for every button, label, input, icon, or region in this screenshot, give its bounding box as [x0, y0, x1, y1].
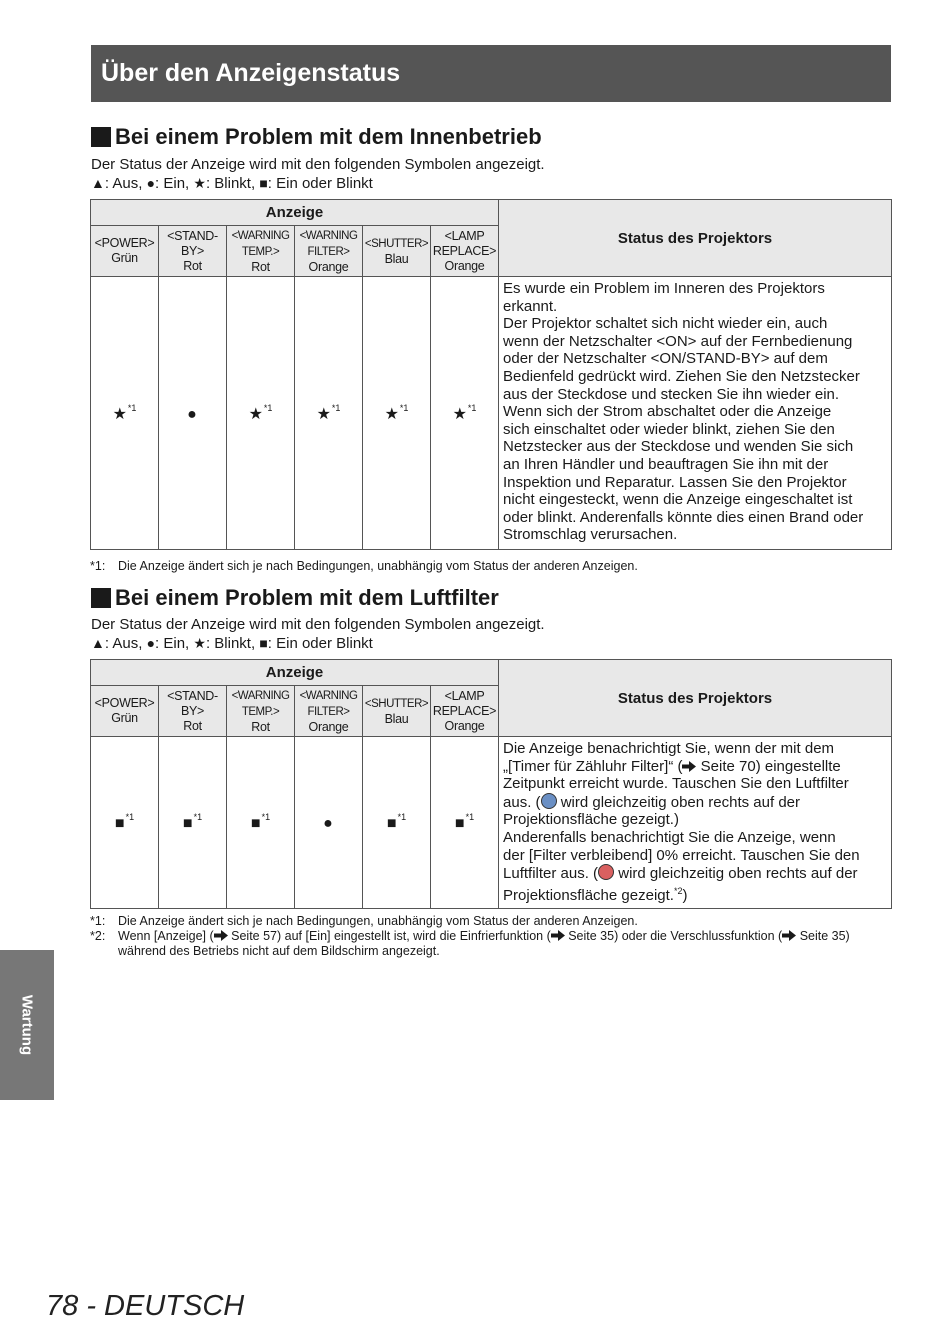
anzeige-header: Anzeige: [91, 660, 499, 686]
footnote-2: *2: Wenn [Anzeige] ( Seite 57) auf [Ein] eingestellt ist, wird die Einfrierfunktion ( Seite 35) oder die Verschlussfunktion ( Seite 35): [90, 929, 850, 943]
power-header: <POWER> Grün: [91, 686, 159, 737]
side-tab-label: Wartung: [18, 994, 36, 1056]
section1-heading: [91, 124, 542, 150]
warning-temp-header: <WARNING TEMP.> Rot: [227, 226, 295, 277]
indicator-lamp-replace: ★$^{*1}$: [431, 277, 499, 550]
star-icon: ★: [193, 635, 206, 651]
square-icon: ■: [259, 635, 268, 651]
power-header: <POWER> Grün: [91, 226, 159, 277]
section1-intro: [91, 156, 545, 193]
page-ref-arrow-icon: [682, 761, 696, 772]
indicator-shutter: ■$^{*1}$: [363, 737, 431, 909]
indicator-warning-temp: ★$^{*1}$: [227, 277, 295, 550]
footnote-1: *1: Die Anzeige ändert sich je nach Bedingungen, unabhängig vom Status der anderen Anzeigen.: [90, 914, 638, 928]
status-header: Status des Projektors: [499, 660, 892, 737]
page-ref-arrow-icon: [782, 930, 796, 941]
shutter-header: <SHUTTER> Blau: [363, 226, 431, 277]
legend-on-or-blink: : Ein oder Blinkt: [267, 635, 373, 652]
warning-filter-header: <WARNING FILTER> Orange: [295, 226, 363, 277]
indicator-warning-filter: ●: [295, 737, 363, 909]
legend-off: : Aus,: [104, 175, 147, 192]
legend-on: : Ein,: [155, 635, 194, 652]
shutter-header: <SHUTTER> Blau: [363, 686, 431, 737]
heading-square-icon: [91, 127, 111, 147]
status-table-1: [90, 199, 892, 550]
indicator-lamp-replace: ■$^{*1}$: [431, 737, 499, 909]
page-ref-arrow-icon: [214, 930, 228, 941]
anzeige-header: Anzeige: [91, 200, 499, 226]
table-row: [91, 277, 892, 550]
star-icon: ★: [193, 175, 206, 191]
heading-square-icon: [91, 588, 111, 608]
legend-blink: : Blinkt,: [205, 175, 260, 192]
filter-warning-red-icon: [598, 864, 614, 880]
indicator-power: ■$^{*1}$: [91, 737, 159, 909]
section1-heading-text: Bei einem Problem mit dem Innenbetrieb: [115, 124, 542, 149]
footnote-2-continuation: während des Betriebs nicht auf dem Bildschirm angezeigt.: [118, 944, 440, 958]
triangle-icon: ▲: [91, 175, 105, 191]
symbol-legend: [91, 634, 545, 653]
standby-header: <STAND- BY> Rot: [159, 686, 227, 737]
section2-footnotes: [90, 914, 900, 959]
warning-temp-header: <WARNING TEMP.> Rot: [227, 686, 295, 737]
square-icon: ■: [259, 175, 268, 191]
lamp-replace-header: <LAMP REPLACE> Orange: [431, 686, 499, 737]
status-header: Status des Projektors: [499, 200, 892, 277]
warning-filter-header: <WARNING FILTER> Orange: [295, 686, 363, 737]
side-tab-wartung: [0, 950, 54, 1100]
status-description-2: Die Anzeige benachrichtigt Sie, wenn der mit dem „[Timer für Zähluhr Filter]“ ( Seite 70) eingestellte Zeitpunkt erreicht wurde. Tauschen Sie den Luftfilter aus. ( wird gleichzeitig oben rechts auf der Projektionsfläche gezeigt.) Anderenfalls benachrichtigt Sie die Anzeige, wenn der [Filter verbleibend] 0% erreicht. Tauschen Sie den Luftfilter aus. ( wird gleichzeitig oben rechts auf der Projektionsfläche gezeigt.$^{*2}$): [499, 737, 892, 909]
legend-blink: : Blinkt,: [205, 635, 260, 652]
page-title: Über den Anzeigenstatus: [91, 45, 891, 102]
legend-on: : Ein,: [155, 175, 194, 192]
intro-text: Der Status der Anzeige wird mit den folgenden Symbolen angezeigt.: [91, 156, 545, 173]
indicator-standby: ■$^{*1}$: [159, 737, 227, 909]
status-description-1: Es wurde ein Problem im Inneren des Projektors erkannt. Der Projektor schaltet sich nicht wieder ein, auch wenn der Netzschalter <ON> auf der Fernbedienung oder der Netzschalter <ON/STAND-BY> auf dem Bedienfeld gedrückt wird. Ziehen Sie den Netzstecker aus der Steckdose und stecken Sie ihn wieder ein. Wenn sich der Strom abschaltet oder die Anzeige sich einschaltet oder wieder blinkt, ziehen Sie den Netzstecker aus der Steckdose und wenden Sie sich an Ihren Händler und beauftragen Sie ihn mit der Inspektion und Reparatur. Lassen Sie den Projektor nicht eingesteckt, wenn die Anzeige eingeschaltet ist oder blinkt. Anderenfalls könnte dies einen Brand oder Stromschlag verursachen.: [499, 277, 892, 550]
indicator-power: ★$^{*1}$: [91, 277, 159, 550]
legend-on-or-blink: : Ein oder Blinkt: [267, 175, 373, 192]
table-row: [91, 737, 892, 909]
section2-intro: [91, 616, 545, 653]
symbol-legend: [91, 174, 545, 193]
status-table-2: [90, 659, 892, 909]
lamp-replace-header: <LAMP REPLACE> Orange: [431, 226, 499, 277]
intro-text: Der Status der Anzeige wird mit den folgenden Symbolen angezeigt.: [91, 616, 545, 633]
circle-icon: ●: [146, 175, 156, 191]
page-ref-arrow-icon: [551, 930, 565, 941]
standby-header: <STAND- BY> Rot: [159, 226, 227, 277]
circle-icon: ●: [146, 635, 156, 651]
filter-warning-blue-icon: [541, 793, 557, 809]
indicator-warning-temp: ■$^{*1}$: [227, 737, 295, 909]
section1-footnote: *1: Die Anzeige ändert sich je nach Bedingungen, unabhängig vom Status der anderen Anzeigen.: [90, 559, 638, 573]
section2-heading-text: Bei einem Problem mit dem Luftfilter: [115, 585, 499, 610]
indicator-warning-filter: ★$^{*1}$: [295, 277, 363, 550]
legend-off: : Aus,: [104, 635, 147, 652]
indicator-standby: ●: [159, 277, 227, 550]
page-number: 78 - DEUTSCH: [46, 1290, 245, 1322]
triangle-icon: ▲: [91, 635, 105, 651]
indicator-shutter: ★$^{*1}$: [363, 277, 431, 550]
section2-heading: [91, 585, 499, 611]
